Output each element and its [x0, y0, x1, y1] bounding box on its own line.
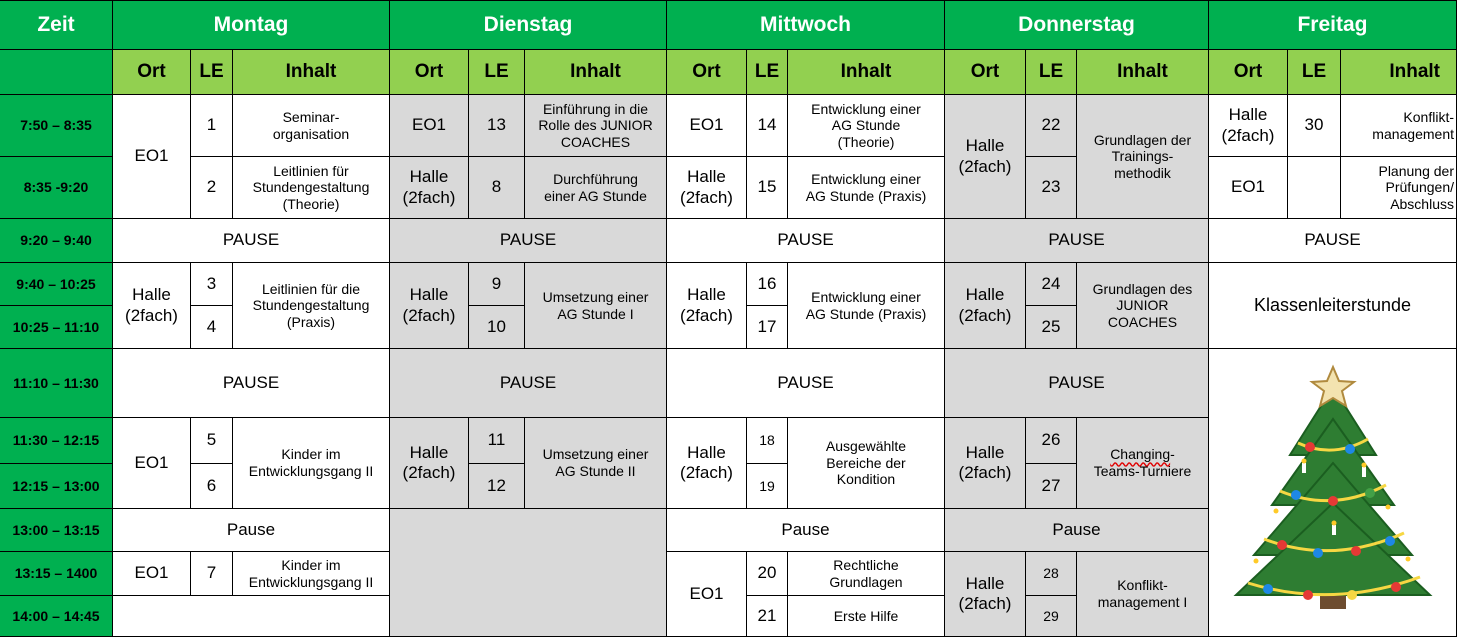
header-zeit-spacer	[0, 50, 113, 95]
cell-le: 25	[1026, 306, 1077, 349]
cell-pause: PAUSE	[667, 349, 945, 418]
cell-le: 4	[191, 306, 233, 349]
cell-le: 16	[747, 263, 788, 306]
cell-le: 24	[1026, 263, 1077, 306]
cell-ort: EO1	[113, 418, 191, 509]
cell-inhalt: Durchführung einer AG Stunde	[525, 157, 667, 219]
subheader-le: LE	[191, 50, 233, 95]
cell-le: 29	[1026, 596, 1077, 637]
cell-le: 10	[469, 306, 525, 349]
tree-cell	[1209, 349, 1457, 637]
cell-le: 18	[747, 418, 788, 464]
cell-ort: EO1	[390, 95, 469, 157]
cell-inhalt: Konflikt- management	[1341, 95, 1457, 157]
subheader-ort: Ort	[113, 50, 191, 95]
cell-pause: PAUSE	[390, 349, 667, 418]
time-slot: 14:00 – 14:45	[0, 596, 113, 637]
cell-ort: Halle (2fach)	[1209, 95, 1288, 157]
cell-le: 30	[1288, 95, 1341, 157]
cell-ort: EO1	[667, 552, 747, 637]
cell-inhalt: Kinder im Entwicklungsgang II	[233, 418, 390, 509]
cell-pause: Pause	[945, 509, 1209, 552]
cell-pause: PAUSE	[945, 219, 1209, 263]
cell-inhalt: Grundlagen der Trainings- methodik	[1077, 95, 1209, 219]
subheader-inhalt: Inhalt	[233, 50, 390, 95]
subheader-le: LE	[747, 50, 788, 95]
time-slot: 8:35 -9:20	[0, 157, 113, 219]
cell-le: 14	[747, 95, 788, 157]
cell-pause: PAUSE	[1209, 219, 1457, 263]
cell-pause: Pause	[113, 509, 390, 552]
cell-le	[1288, 157, 1341, 219]
time-slot: 11:10 – 11:30	[0, 349, 113, 418]
cell-inhalt: Grundlagen des JUNIOR COACHES	[1077, 263, 1209, 349]
cell-empty	[390, 509, 667, 637]
cell-inhalt: Seminar- organisation	[233, 95, 390, 157]
christmas-tree-icon	[1228, 363, 1438, 623]
cell-le: 3	[191, 263, 233, 306]
subheader-le: LE	[469, 50, 525, 95]
time-slot: 12:15 – 13:00	[0, 464, 113, 509]
cell-inhalt: Ausgewählte Bereiche der Kondition	[788, 418, 945, 509]
subheader-inhalt: Inhalt	[525, 50, 667, 95]
subheader-le: LE	[1288, 50, 1341, 95]
subheader-le: LE	[1026, 50, 1077, 95]
header-day-mittwoch: Mittwoch	[667, 0, 945, 50]
time-slot: 13:00 – 13:15	[0, 509, 113, 552]
cell-ort: EO1	[667, 95, 747, 157]
time-slot: 13:15 – 1400	[0, 552, 113, 596]
subheader-inhalt: Inhalt	[1341, 50, 1457, 95]
cell-le: 11	[469, 418, 525, 464]
cell-le: 23	[1026, 157, 1077, 219]
header-day-montag: Montag	[113, 0, 390, 50]
cell-le: 17	[747, 306, 788, 349]
header-day-freitag: Freitag	[1209, 0, 1457, 50]
cell-pause: PAUSE	[113, 219, 390, 263]
time-slot: 9:20 – 9:40	[0, 219, 113, 263]
cell-le: 28	[1026, 552, 1077, 596]
cell-ort: Halle (2fach)	[390, 263, 469, 349]
cell-le: 12	[469, 464, 525, 509]
cell-le: 13	[469, 95, 525, 157]
time-slot: 10:25 – 11:10	[0, 306, 113, 349]
subheader-ort: Ort	[390, 50, 469, 95]
subheader-ort: Ort	[667, 50, 747, 95]
cell-le: 1	[191, 95, 233, 157]
cell-le: 8	[469, 157, 525, 219]
cell-inhalt: Erste Hilfe	[788, 596, 945, 637]
cell-inhalt: Entwicklung einer AG Stunde (Praxis)	[788, 263, 945, 349]
subheader-ort: Ort	[945, 50, 1026, 95]
cell-ort: Halle (2fach)	[945, 95, 1026, 219]
cell-ort: Halle (2fach)	[667, 157, 747, 219]
cell-ort: Halle (2fach)	[945, 418, 1026, 509]
cell-pause: PAUSE	[945, 349, 1209, 418]
cell-le: 9	[469, 263, 525, 306]
cell-klassenleiterstunde: Klassenleiterstunde	[1209, 263, 1457, 349]
cell-ort: EO1	[113, 95, 191, 219]
header-day-dienstag: Dienstag	[390, 0, 667, 50]
cell-inhalt: Planung der Prüfungen/ Abschluss	[1341, 157, 1457, 219]
header-zeit: Zeit	[0, 0, 113, 50]
cell-le: 21	[747, 596, 788, 637]
cell-le: 5	[191, 418, 233, 464]
cell-le: 20	[747, 552, 788, 596]
cell-pause: PAUSE	[667, 219, 945, 263]
cell-empty	[113, 596, 390, 637]
cell-inhalt: Konflikt- management I	[1077, 552, 1209, 637]
cell-le: 26	[1026, 418, 1077, 464]
cell-le: 15	[747, 157, 788, 219]
cell-ort: EO1	[1209, 157, 1288, 219]
subheader-ort: Ort	[1209, 50, 1288, 95]
header-day-donnerstag: Donnerstag	[945, 0, 1209, 50]
cell-ort: Halle (2fach)	[390, 157, 469, 219]
subheader-inhalt: Inhalt	[1077, 50, 1209, 95]
cell-ort: Halle (2fach)	[390, 418, 469, 509]
cell-le: 22	[1026, 95, 1077, 157]
cell-inhalt: Rechtliche Grundlagen	[788, 552, 945, 596]
time-slot: 7:50 – 8:35	[0, 95, 113, 157]
cell-inhalt: Einführung in die Rolle des JUNIOR COACHES	[525, 95, 667, 157]
cell-inhalt: Umsetzung einer AG Stunde II	[525, 418, 667, 509]
cell-inhalt: Leitlinien für Stundengestaltung (Theorie)	[233, 157, 390, 219]
cell-inhalt: Entwicklung einer AG Stunde (Praxis)	[788, 157, 945, 219]
cell-le: 7	[191, 552, 233, 596]
cell-inhalt-word: Changing	[1110, 446, 1171, 463]
cell-pause: Pause	[667, 509, 945, 552]
cell-inhalt: Umsetzung einer AG Stunde I	[525, 263, 667, 349]
cell-le: 6	[191, 464, 233, 509]
time-slot: 9:40 – 10:25	[0, 263, 113, 306]
cell-pause: PAUSE	[390, 219, 667, 263]
cell-ort: Halle (2fach)	[945, 263, 1026, 349]
cell-le: 19	[747, 464, 788, 509]
cell-inhalt: Kinder im Entwicklungsgang II	[233, 552, 390, 596]
subheader-inhalt: Inhalt	[788, 50, 945, 95]
cell-ort: Halle (2fach)	[945, 552, 1026, 637]
cell-ort: Halle (2fach)	[667, 418, 747, 509]
cell-le: 2	[191, 157, 233, 219]
cell-ort: Halle (2fach)	[113, 263, 191, 349]
cell-ort: Halle (2fach)	[667, 263, 747, 349]
time-slot: 11:30 – 12:15	[0, 418, 113, 464]
cell-inhalt	[1077, 418, 1209, 509]
cell-inhalt-rest: - Teams-Turniere	[1093, 446, 1192, 479]
cell-ort: EO1	[113, 552, 191, 596]
cell-pause: PAUSE	[113, 349, 390, 418]
cell-le: 27	[1026, 464, 1077, 509]
cell-inhalt: Leitlinien für die Stundengestaltung (Praxis)	[233, 263, 390, 349]
cell-inhalt: Entwicklung einer AG Stunde (Theorie)	[788, 95, 945, 157]
